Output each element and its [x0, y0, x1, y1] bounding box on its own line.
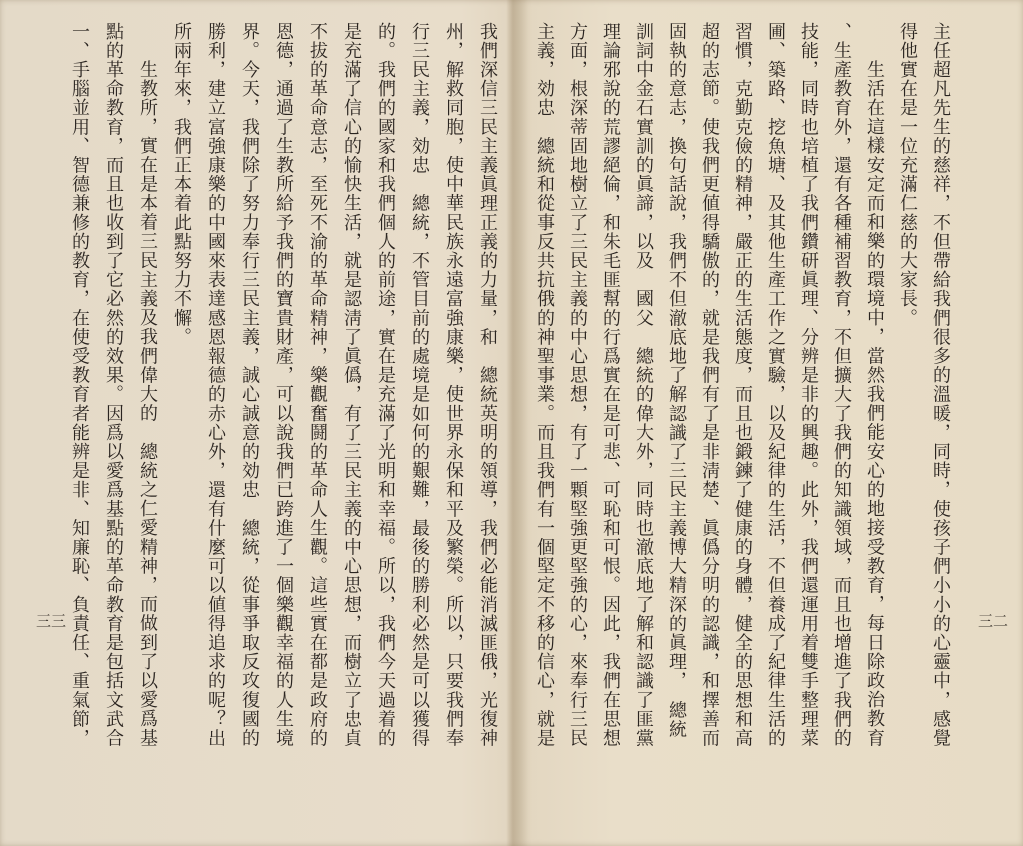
text-column: 州，解救同胞，使中華民族永遠富強康樂，使世界永保和平及繁榮。所以，只要我們奉 [443, 22, 464, 748]
text-column: 得他實在是一位充滿仁慈的大家長。 [897, 22, 918, 328]
text-column: 我們深信三民主義眞理正義的力量，和 總統英明的領導，我們必能消滅匪俄，光復神 [477, 22, 498, 748]
text-column: 圃、築路、挖魚塘、及其他生產工作之實驗，以及紀律的生活，不但養成了紀律生活的 [765, 22, 786, 748]
text-column: 主任超凡先生的慈祥，不但帶給我們很多的溫暖，同時，使孩子們小小的心靈中，感覺 [930, 22, 951, 748]
text-column: 固執的意志，換句話說，我們不但澈底地了解認識了三民主義博大精深的眞理， 總統 [666, 22, 687, 739]
text-column: 、生產教育外，還有各種補習教育，不但擴大了我們的知識領域，而且也增進了我們的 [831, 22, 852, 748]
page-number: 三三 [36, 612, 67, 630]
text-column: 習慣，克勤克儉的精神，嚴正的生活態度，而且也鍛鍊了健康的身體，健全的思想和高 [732, 22, 753, 748]
text-column: 主義，効忠 總統和從事反共抗俄的神聖事業。而且我們有一個堅定不移的信心，就是 [534, 22, 555, 748]
text-column: 勝利，建立富強康樂的中國來表達感恩報德的赤心外，還有什麼可以値得追求的呢？出 [205, 22, 226, 748]
text-column: 生活在這樣安定而和樂的環境中，當然我們能安心的地接受教育，每日除政治教育 [864, 60, 885, 748]
text-column: 點的革命教育，而且也收到了它必然的效果。因爲以愛爲基點的革命教育是包括文武合 [103, 22, 124, 748]
page-fold [506, 0, 528, 846]
text-column: 所兩年來，我們正本着此點努力不懈。 [171, 22, 192, 347]
text-column: 方面，根深蒂固地樹立了三民主義的中心思想，有了一顆堅強更堅強的心，來奉行三民 [567, 22, 588, 748]
text-column: 技能，同時也培植了我們鑽研眞理、分辨是非的興趣。此外，我們還運用着雙手整理菜 [798, 22, 819, 748]
text-column: 一、手腦並用、智德兼修的教育，在使受教育者能辨是非、知廉恥、負責任、重氣節， [69, 22, 90, 748]
text-column: 不拔的革命意志，至死不渝的革命精神，樂觀奮鬪的革命人生觀。這些實在都是政府的 [307, 22, 328, 748]
text-column: 生教所，實在是本着三民主義及我們偉大的 總統之仁愛精神，而做到了以愛爲基 [137, 60, 158, 748]
text-column: 恩德，通過了生教所給予我們的寶貴財產，可以說我們已跨進了一個樂觀幸福的人生境 [273, 22, 294, 748]
text-column: 的。我們的國家和我們個人的前途，實在是充滿了光明和幸福。所以，我們今天過着的 [375, 22, 396, 748]
text-column: 是充滿了信心的愉快生活，就是認淸了眞僞，有了三民主義的中心思想，而樹立了忠貞 [341, 22, 362, 748]
text-column: 超的志節。使我們更値得驕傲的，就是我們有了是非淸楚、眞僞分明的認識，和擇善而 [699, 22, 720, 748]
right-page-text [528, 22, 957, 782]
text-column: 訓詞中金石實訓的眞諦，以及 國父 總統的偉大外，同時也澈底地了解和認識了匪黨 [633, 22, 654, 748]
page-number: 三二 [978, 612, 1009, 630]
text-column: 界。今天，我們除了努力奉行三民主義，誠心誠意的効忠 總統，從事爭取反攻復國的 [239, 22, 260, 748]
left-page-text [62, 22, 504, 782]
text-column: 理論邪說的荒謬絕倫，和朱毛匪幫的行爲實在是可悲、可恥和可恨。因此，我們在思想 [600, 22, 621, 748]
text-column: 行三民主義，効忠 總統，不管目前的處境是如何的艱難，最後的勝利必然是可以獲得 [409, 22, 430, 748]
